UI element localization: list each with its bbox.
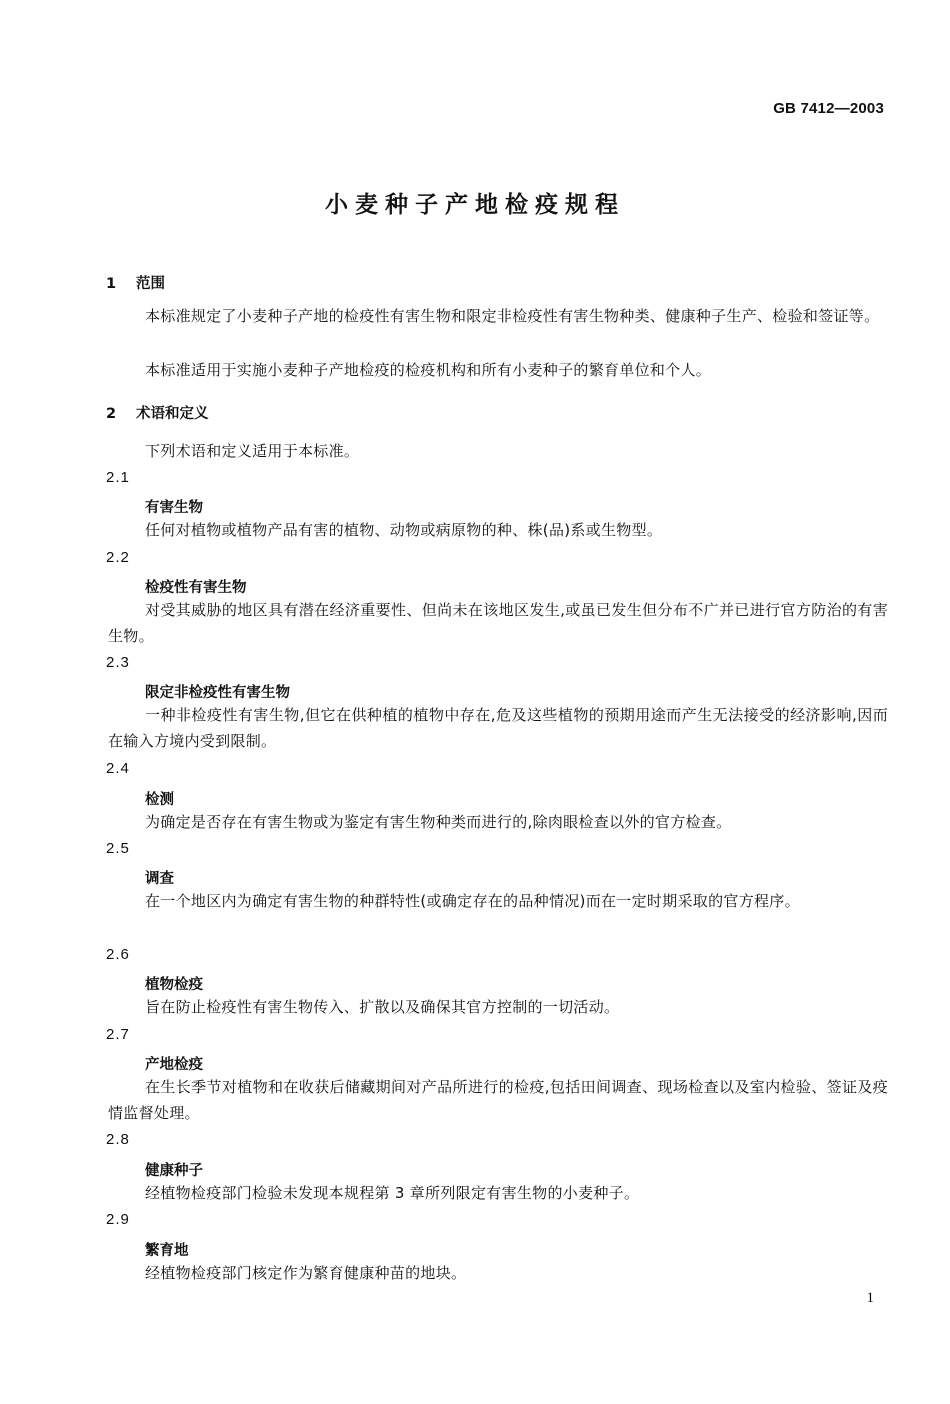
scope-paragraph-1: 本标准规定了小麦种子产地的检疫性有害生物和限定非检疫性有害生物种类、健康种子生产、检验和签证等。 [145,307,880,325]
section-number: 1 [106,276,117,292]
term-definition: 为确定是否存在有害生物或为鉴定有害生物种类而进行的,除肉眼检查以外的官方检查。 [145,813,732,831]
clause-number: 2.3 [106,654,130,671]
terms-intro: 下列术语和定义适用于本标准。 [145,442,360,460]
term-heading: 植物检疫 [145,977,203,993]
clause-number: 2.8 [106,1131,130,1148]
term-heading: 限定非检疫性有害生物 [145,685,290,701]
term-definition: 经植物检疫部门核定作为繁育健康种苗的地块。 [145,1264,467,1282]
document-title: 小麦种子产地检疫规程 [325,192,625,218]
term-definition: 旨在防止检疫性有害生物传入、扩散以及确保其官方控制的一切活动。 [145,998,620,1016]
section-1-heading [106,272,165,293]
section-title: 范围 [136,276,165,292]
term-heading: 有害生物 [145,500,203,516]
term-heading: 调查 [145,871,174,887]
term-heading: 繁育地 [145,1243,189,1259]
clause-number: 2.9 [106,1211,130,1228]
clause-number: 2.4 [106,760,130,777]
scope-paragraph-2: 本标准适用于实施小麦种子产地检疫的检疫机构和所有小麦种子的繁育单位和个人。 [145,361,712,379]
clause-number: 2.7 [106,1026,130,1043]
section-title: 术语和定义 [136,406,209,422]
term-definition: 对受其威胁的地区具有潜在经济重要性、但尚未在该地区发生,或虽已发生但分布不广并已进行官方防治的有害生物。 [108,601,888,645]
section-2-heading [106,402,209,423]
clause-number: 2.5 [106,840,130,857]
term-heading: 检测 [145,792,174,808]
page-number: 1 [866,1290,874,1306]
term-heading: 产地检疫 [145,1057,203,1073]
standard-code: GB 7412—2003 [773,100,884,117]
term-heading: 检疫性有害生物 [145,580,247,596]
term-definition: 在生长季节对植物和在收获后储藏期间对产品所进行的检疫,包括田间调查、现场检查以及室内检验、签证及疫情监督处理。 [108,1078,888,1122]
clause-number: 2.6 [106,946,130,963]
section-number: 2 [106,406,117,422]
term-definition: 在一个地区内为确定有害生物的种群特性(或确定存在的品种情况)而在一定时期采取的官方程序。 [145,892,800,910]
term-definition: 一种非检疫性有害生物,但它在供种植的植物中存在,危及这些植物的预期用途而产生无法接受的经济影响,因而在输入方境内受到限制。 [108,706,888,750]
term-definition: 任何对植物或植物产品有害的植物、动物或病原物的种、株(品)系或生物型。 [145,521,663,539]
clause-number: 2.1 [106,469,130,486]
term-definition: 经植物检疫部门检验未发现本规程第 3 章所列限定有害生物的小麦种子。 [145,1184,640,1202]
clause-number: 2.2 [106,549,130,566]
term-heading: 健康种子 [145,1163,203,1179]
